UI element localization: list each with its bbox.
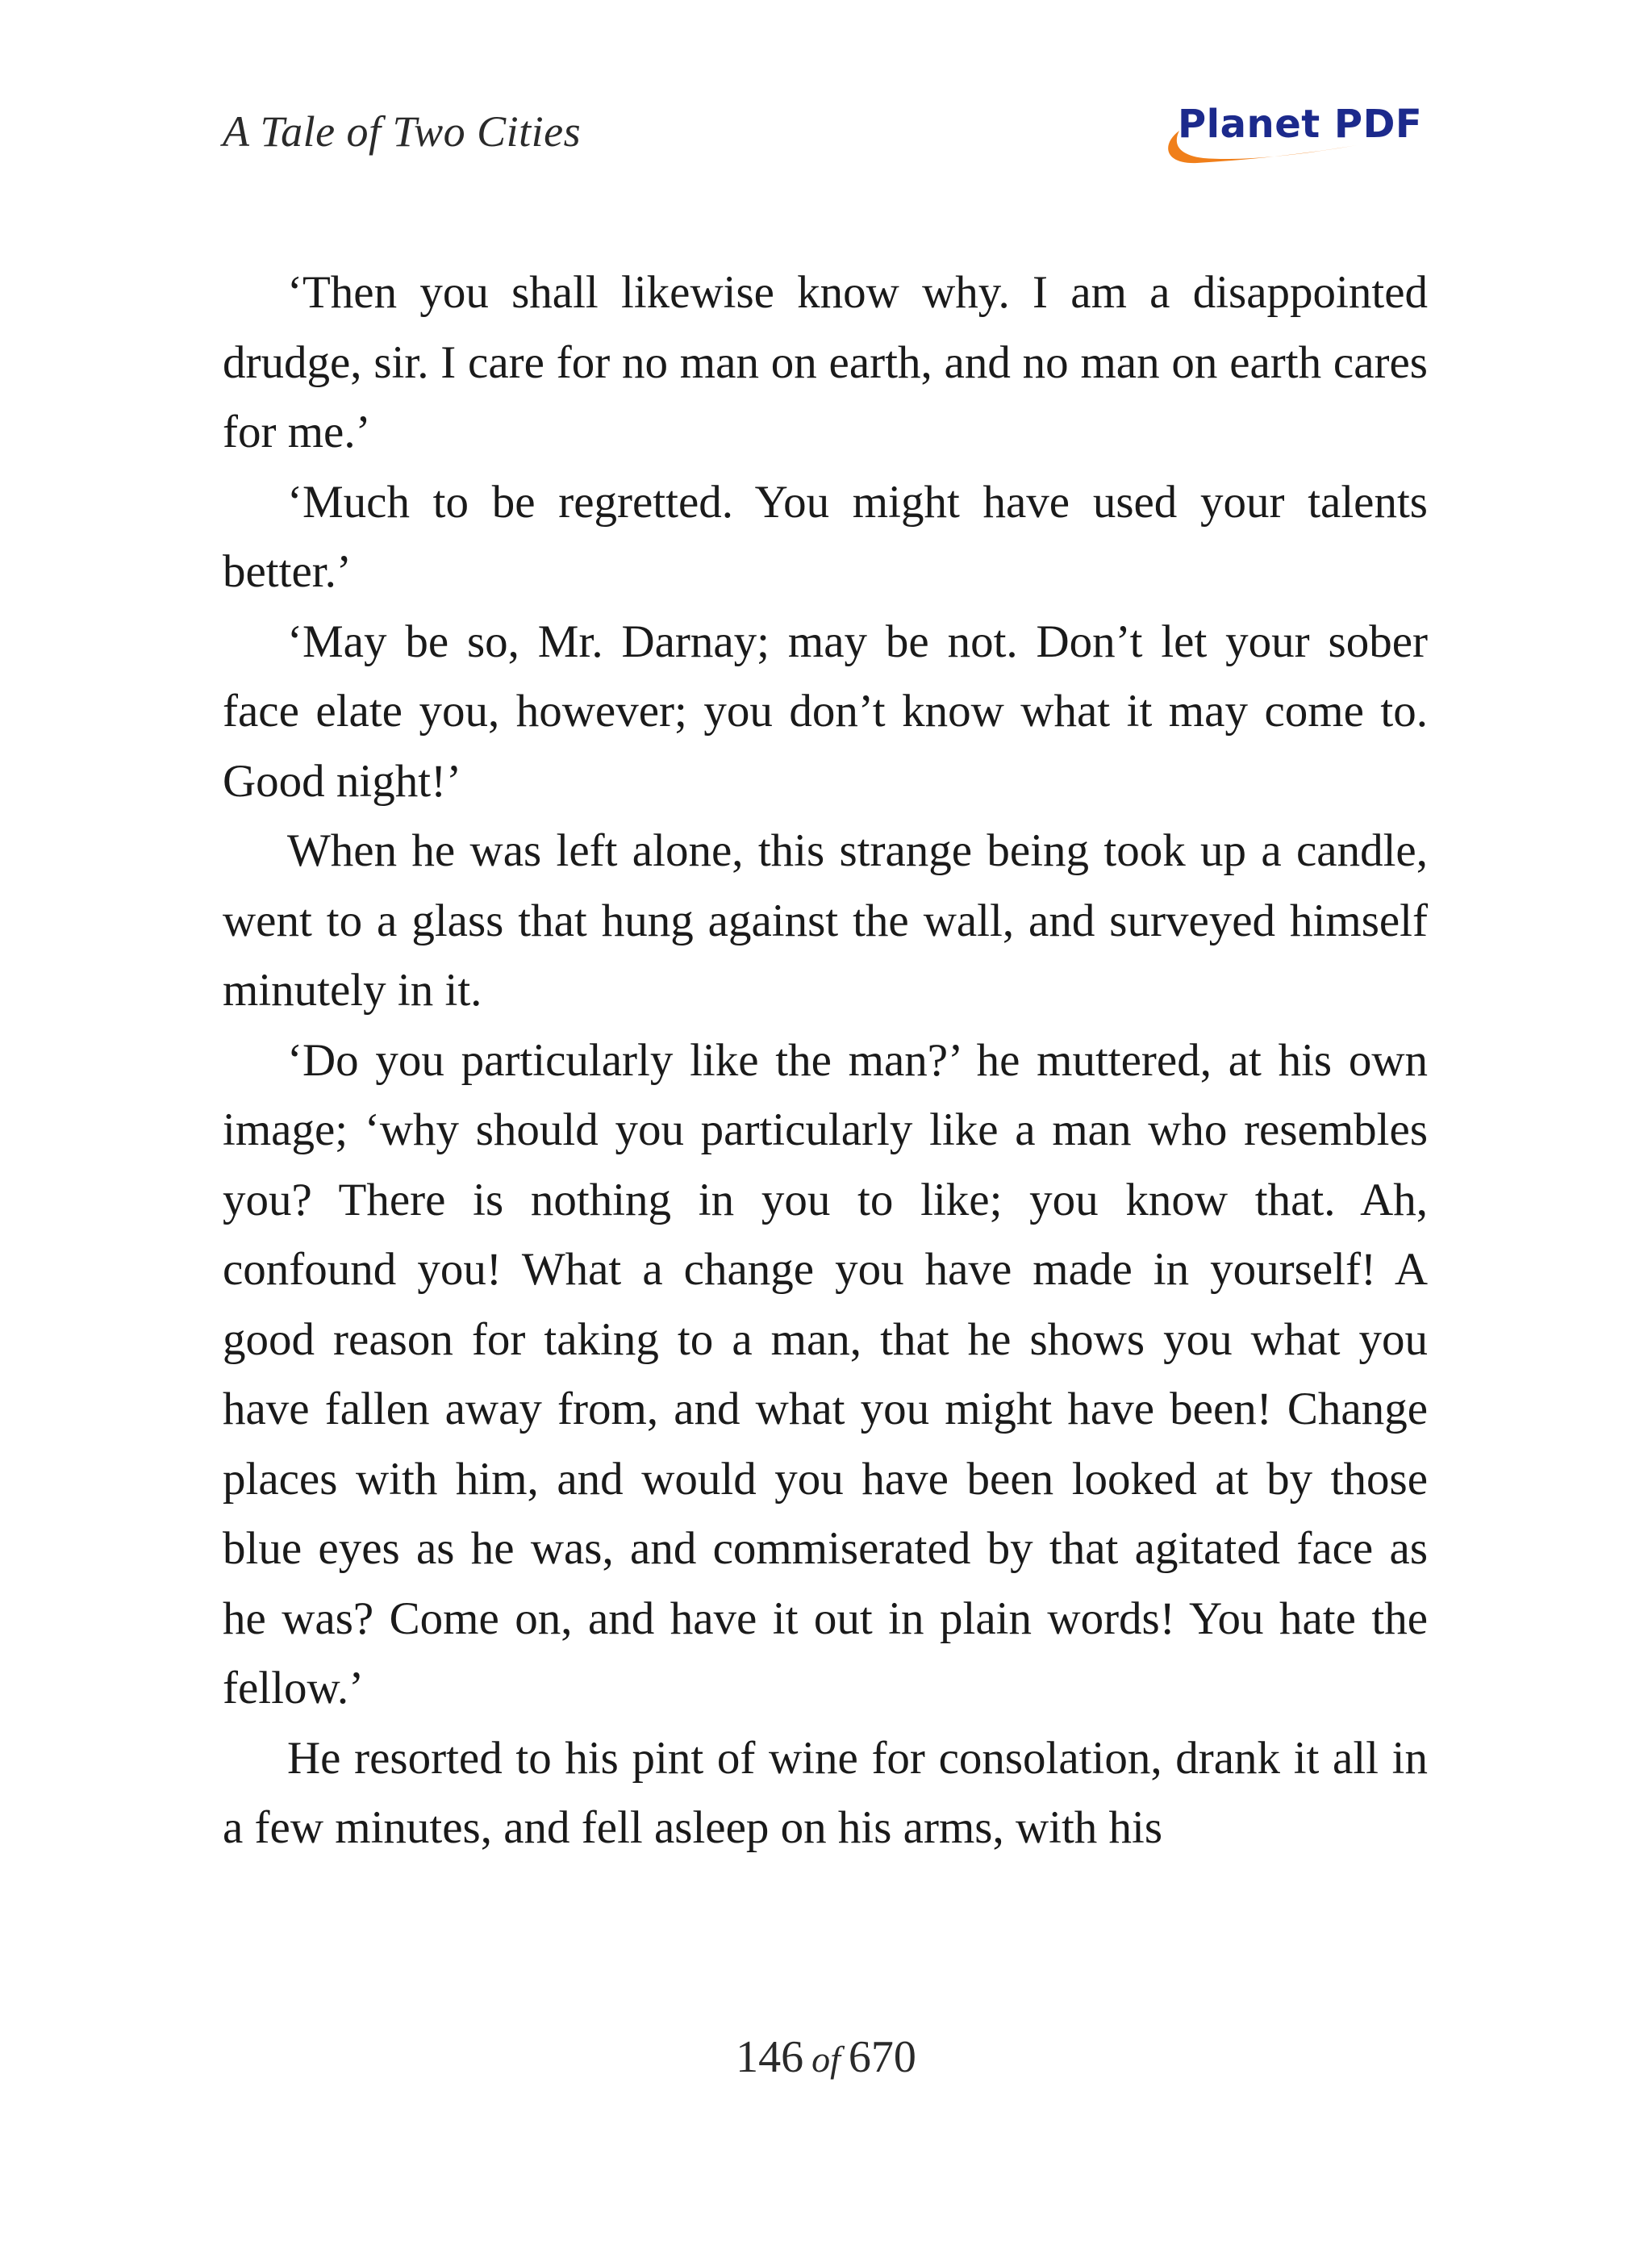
paragraph: He resorted to his pint of wine for consolation, drank it all in a few minutes, and fell asleep on his arms, with his: [223, 1732, 1428, 1853]
paragraph: When he was left alone, this strange being took up a candle, went to a glass that hung against the wall, and surveyed himself minutely in it.: [223, 825, 1428, 1016]
paragraph: ‘May be so, Mr. Darnay; may be not. Don’t let your sober face elate you, however; you don’t know what it may come to. Good night!’: [223, 616, 1428, 807]
page-of-label: of: [811, 2039, 841, 2080]
paragraph: ‘Much to be regretted. You might have used your talents better.’: [223, 476, 1428, 597]
paragraph: ‘Then you shall likewise know why. I am a disappointed drudge, sir. I care for no man on earth, and no man on earth cares for me.’: [223, 267, 1428, 457]
planet-pdf-logo: [1155, 97, 1421, 174]
page-number: [0, 2031, 1652, 2083]
page-body: [223, 258, 1428, 1864]
total-pages: 670: [848, 2032, 916, 2082]
page-header: [223, 97, 1429, 177]
book-title: A Tale of Two Cities: [223, 107, 582, 156]
paragraph: ‘Do you particularly like the man?’ he muttered, at his own image; ‘why should you particularly like a man who resembles you? There is nothing in you to like; you know that. Ah, confound you! What a change you have made in yourself! A good reason for taking to a man, that he shows you what you have fallen away from, and what you might have been! Change places with him, and would you have been looked at by those blue eyes as he was, and commiserated by that agitated face as he was? Come on, and have it out in plain words! You hate the fellow.’: [223, 1034, 1428, 1713]
current-page: 146: [736, 2032, 804, 2082]
logo-text: Planet PDF: [1178, 102, 1423, 147]
